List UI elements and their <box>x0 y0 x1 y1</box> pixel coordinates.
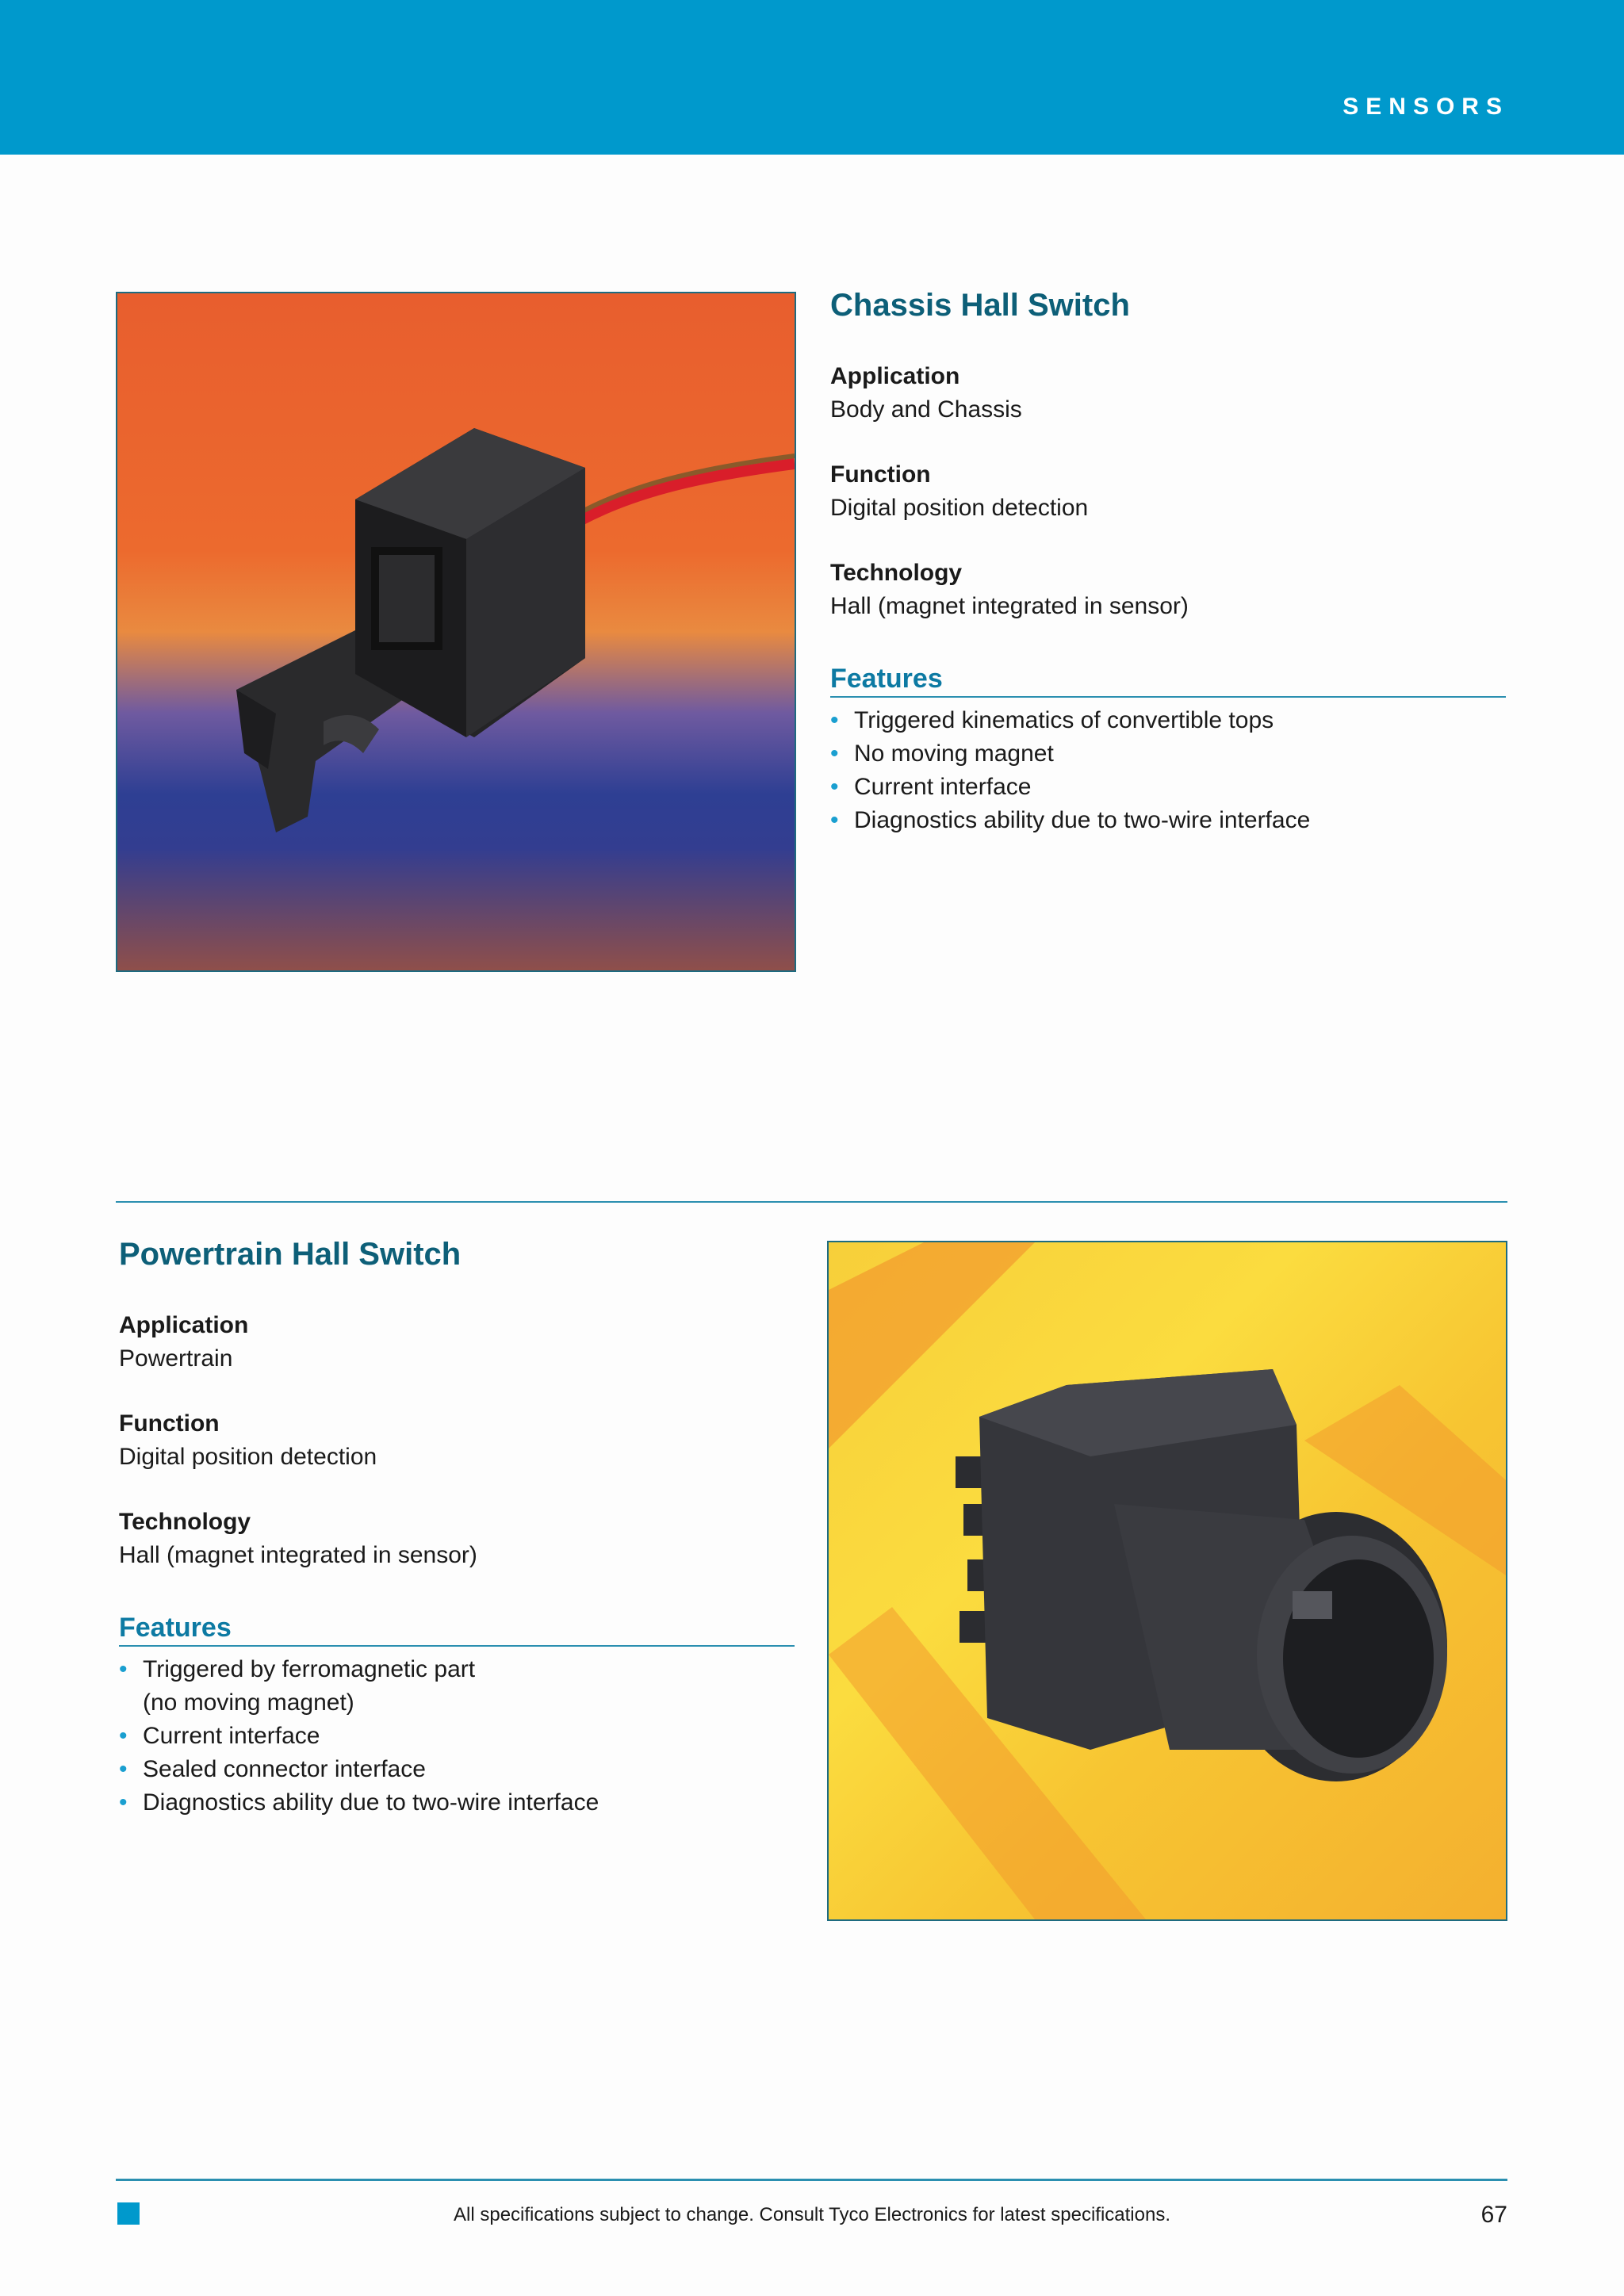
powertrain-feature-item: • Triggered by ferromagnetic part (no moving magnet) <box>119 1653 795 1720</box>
powertrain-function-label: Function <box>119 1410 220 1437</box>
section-divider <box>116 1201 1507 1203</box>
powertrain-features-heading: Features <box>119 1610 795 1647</box>
header-band <box>0 0 1624 155</box>
powertrain-feature-item: • Current interface <box>119 1720 795 1753</box>
powertrain-technology-label: Technology <box>119 1509 251 1535</box>
chassis-hall-switch-block <box>830 282 1506 837</box>
chassis-feature-item: • Triggered kinematics of convertible tops <box>830 704 1506 737</box>
chassis-sensor-illustration <box>117 293 795 970</box>
chassis-features-heading: Features <box>830 661 1506 698</box>
chassis-technology-value: Hall (magnet integrated in sensor) <box>830 593 1189 619</box>
chassis-features-list <box>830 704 1506 837</box>
section-tag: SENSORS <box>1342 94 1509 120</box>
powertrain-feature-item: • Sealed connector interface <box>119 1753 795 1786</box>
powertrain-sensor-illustration <box>829 1242 1506 1919</box>
footer-disclaimer: All specifications subject to change. Consult Tyco Electronics for latest specifications. <box>454 2204 1170 2225</box>
chassis-feature-item: • No moving magnet <box>830 737 1506 771</box>
chassis-function-label: Function <box>830 461 931 488</box>
chassis-hall-switch-photo <box>116 292 796 972</box>
powertrain-feature-item: • Diagnostics ability due to two-wire interface <box>119 1786 795 1820</box>
chassis-feature-item: • Current interface <box>830 771 1506 804</box>
chassis-title: Chassis Hall Switch <box>830 288 1130 323</box>
chassis-feature-item: • Diagnostics ability due to two-wire interface <box>830 804 1506 837</box>
powertrain-application-label: Application <box>119 1312 249 1338</box>
powertrain-features-list <box>119 1653 795 1820</box>
chassis-technology-label: Technology <box>830 560 963 586</box>
powertrain-hall-switch-photo <box>827 1241 1507 1921</box>
chassis-application-label: Application <box>830 363 960 389</box>
powertrain-technology-value: Hall (magnet integrated in sensor) <box>119 1542 477 1568</box>
chassis-function-value: Digital position detection <box>830 495 1089 521</box>
page-number: 67 <box>1480 2202 1507 2228</box>
powertrain-application-value: Powertrain <box>119 1345 233 1372</box>
footer-rule <box>116 2179 1507 2181</box>
powertrain-hall-switch-block <box>119 1231 795 1820</box>
powertrain-function-value: Digital position detection <box>119 1444 377 1470</box>
chassis-application-value: Body and Chassis <box>830 396 1022 423</box>
powertrain-title: Powertrain Hall Switch <box>119 1237 462 1272</box>
